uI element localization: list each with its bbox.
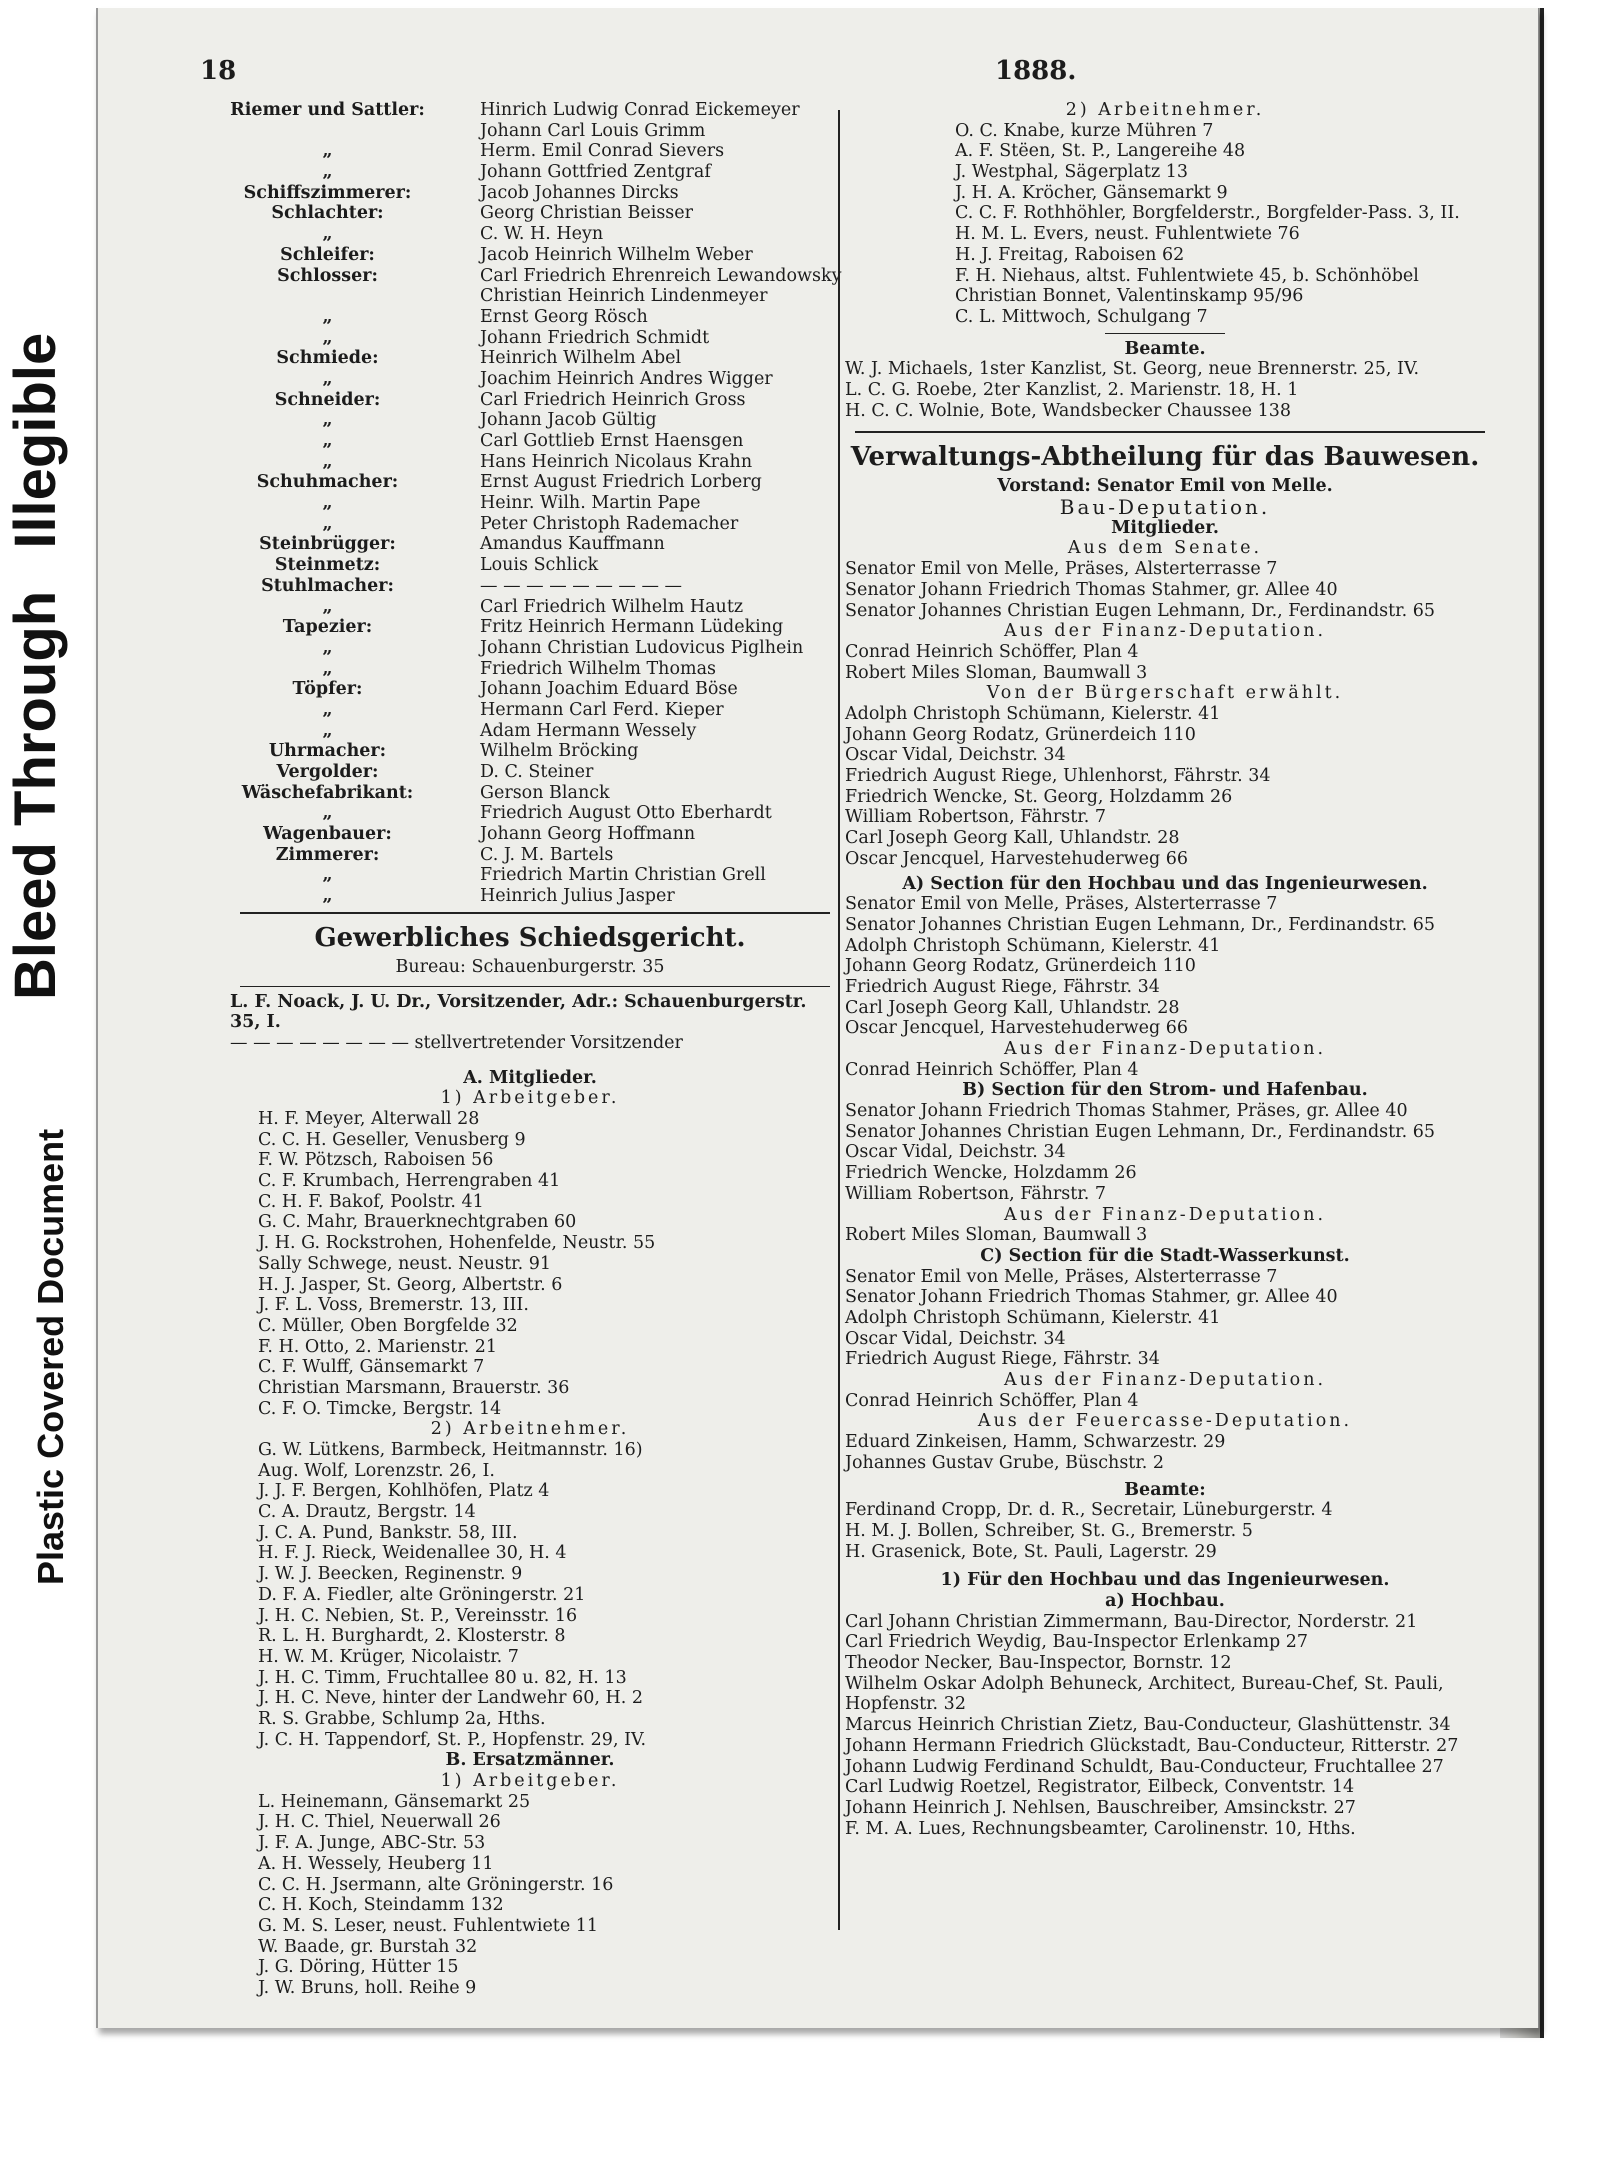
list-item: Marcus Heinrich Christian Zietz, Bau-Conducteur, Glashüttenstr. 34 [845, 1715, 1451, 1736]
trade-label: „ [322, 451, 333, 472]
column-divider [838, 110, 840, 1930]
list-item: Sally Schwege, neust. Neustr. 91 [258, 1253, 551, 1274]
trade-name: Ernst August Friedrich Lorberg [480, 472, 762, 493]
section-a-finance-heading: Aus der Finanz-Deputation. [1003, 1039, 1327, 1060]
trade-label: „ [322, 886, 333, 907]
trade-label: Wäschefabrikant: [241, 782, 414, 803]
list-item: C. H. F. Bakof, Poolstr. 41 [258, 1191, 484, 1212]
employers-list [230, 1109, 830, 1419]
trade-row [230, 369, 830, 390]
list-item: J. J. F. Bergen, Kohlhöfen, Platz 4 [258, 1481, 550, 1502]
list-item: Friedrich August Riege, Uhlenhorst, Fährstr. 34 [845, 766, 1271, 787]
section-c-finance-heading: Aus der Finanz-Deputation. [1003, 1370, 1327, 1391]
trade-label: Steinmetz: [274, 555, 381, 576]
fire-heading: Aus der Feuercasse-Deputation. [977, 1411, 1353, 1432]
list-item: C. C. H. Jsermann, alte Gröningerstr. 16 [258, 1874, 614, 1895]
list-item: Aug. Wolf, Lorenzstr. 26, I. [258, 1460, 495, 1481]
list-item: J. C. H. Tappendorf, St. P., Hopfenstr. 29, IV. [258, 1729, 647, 1750]
section-b-heading: B) Section für den Strom- und Hafenbau. [962, 1080, 1368, 1101]
trade-label: Schiffszimmerer: [243, 182, 412, 203]
trade-label: Schlachter: [271, 203, 384, 224]
section-b-finance-list [845, 1225, 1485, 1246]
trade-label: „ [322, 327, 333, 348]
list-item: R. S. Grabbe, Schlump 2a, Hths. [258, 1708, 546, 1729]
trade-row [230, 100, 830, 121]
trade-row [230, 514, 830, 535]
list-item: C. F. O. Timcke, Bergstr. 14 [258, 1398, 502, 1419]
employees-heading: 2) Arbeitnehmer. [430, 1419, 630, 1440]
trade-name: Carl Friedrich Ehrenreich Lewandowsky [480, 265, 842, 286]
trade-label: Vergolder: [276, 762, 379, 782]
list-item: C. H. Koch, Steindamm 132 [258, 1895, 504, 1916]
list-item: Senator Emil von Melle, Präses, Alsterterrasse 7 [845, 559, 1278, 580]
list-item: A. F. Stëen, St. P., Langereihe 48 [955, 141, 1246, 162]
list-item: William Robertson, Fährstr. 7 [845, 1183, 1106, 1204]
list-item: Senator Emil von Melle, Präses, Alsterterrasse 7 [845, 894, 1278, 915]
list-item: L. C. G. Roebe, 2ter Kanzlist, 2. Marienstr. 18, H. 1 [845, 379, 1299, 400]
list-item: G. M. S. Leser, neust. Fuhlentwiete 11 [258, 1915, 599, 1936]
list-item: C. C. F. Rothhöhler, Borgfelderstr., Borgfelder-Pass. 3, II. [955, 203, 1460, 224]
trade-name: Georg Christian Beisser [480, 203, 693, 224]
list-item: Senator Johannes Christian Eugen Lehmann, Dr., Ferdinandstr. 65 [845, 914, 1436, 935]
trade-row [230, 824, 830, 845]
employees-list [230, 1440, 830, 1750]
list-item: Wilhelm Oskar Adolph Behuneck, Architect, Bureau-Chef, St. Pauli, [845, 1673, 1444, 1694]
list-item: J. H. C. Timm, Fruchtallee 80 u. 82, H. 13 [258, 1667, 627, 1688]
list-item: Friedrich August Riege, Fährstr. 34 [845, 976, 1160, 997]
trade-name: Adam Hermann Wessely [480, 720, 697, 741]
list-item: R. L. H. Burghardt, 2. Klosterstr. 8 [258, 1626, 566, 1647]
trade-row [230, 803, 830, 824]
list-item: Johann Georg Rodatz, Grünerdeich 110 [845, 724, 1196, 745]
list-item: J. H. A. Kröcher, Gänsemarkt 9 [955, 182, 1228, 203]
list-item: Christian Bonnet, Valentinskamp 95/96 [955, 286, 1304, 307]
admin-title: Verwaltungs-Abtheilung für das Bauwesen. [850, 442, 1480, 473]
trade-row [230, 286, 830, 307]
list-item: H. W. M. Krüger, Nicolaistr. 7 [258, 1646, 519, 1667]
list-item: Johann Heinrich J. Nehlsen, Bauschreiber, Amsinckstr. 27 [845, 1797, 1356, 1818]
list-item: J. W. J. Beecken, Reginenstr. 9 [258, 1564, 523, 1585]
list-item: Oscar Jencquel, Harvestehuderweg 66 [845, 848, 1188, 869]
trade-row [230, 534, 830, 555]
members-heading: A. Mitglieder. [463, 1067, 597, 1088]
hochbau-heading: 1) Für den Hochbau und das Ingenieurwesen. [940, 1570, 1390, 1591]
right-employees-list [845, 121, 1485, 328]
list-item: William Robertson, Fährstr. 7 [845, 807, 1106, 828]
trade-row [230, 700, 830, 721]
trade-label: „ [322, 637, 333, 658]
trade-label: Schlosser: [277, 265, 378, 286]
trade-name: Hans Heinrich Nicolaus Krahn [480, 451, 753, 472]
trade-name: Johann Joachim Eduard Böse [480, 679, 738, 700]
trade-name: Louis Schlick [480, 555, 599, 576]
list-item: Carl Friedrich Weydig, Bau-Inspector Erlenkamp 27 [845, 1632, 1309, 1653]
list-item: F. W. Pötzsch, Raboisen 56 [258, 1150, 494, 1171]
trade-row [230, 121, 830, 142]
section-a-heading: A) Section für den Hochbau und das Ingenieurwesen. [902, 873, 1428, 894]
trade-row [230, 638, 830, 659]
list-item: Senator Johannes Christian Eugen Lehmann, Dr., Ferdinandstr. 65 [845, 1121, 1436, 1142]
list-item: L. Heinemann, Gänsemarkt 25 [258, 1791, 531, 1812]
trade-row [230, 452, 830, 473]
list-item: J. H. C. Neve, hinter der Landwehr 60, H. 2 [258, 1688, 644, 1709]
burgher-heading: Von der Bürgerschaft erwählt. [986, 683, 1344, 704]
trade-name: Johann Georg Hoffmann [480, 824, 696, 845]
trade-name: Hermann Carl Ferd. Kieper [480, 699, 724, 720]
trade-name: Jacob Heinrich Wilhelm Weber [480, 244, 753, 265]
page-year: 1888. [995, 56, 1077, 86]
hochbau-subheading: a) Hochbau. [1105, 1591, 1225, 1612]
trade-name: Carl Friedrich Heinrich Gross [480, 389, 746, 410]
list-item: Hopfenstr. 32 [845, 1694, 966, 1715]
trade-label: „ [322, 720, 333, 741]
illegible-text: Illegible [3, 332, 68, 549]
trade-label: „ [322, 658, 333, 679]
list-item: Johann Georg Rodatz, Grünerdeich 110 [845, 956, 1196, 977]
side-label-plastic: Plastic Covered Document [30, 1128, 71, 1585]
list-item: Johann Ludwig Ferdinand Schuldt, Bau-Conducteur, Fruchtallee 27 [845, 1756, 1444, 1777]
trade-name: Johann Carl Louis Grimm [480, 120, 706, 141]
section-rule [240, 912, 830, 914]
trade-row [230, 721, 830, 742]
list-item: W. J. Michaels, 1ster Kanzlist, St. Georg, neue Brennerstr. 25, IV. [845, 359, 1420, 380]
list-item: J. F. A. Junge, ABC-Str. 53 [258, 1833, 486, 1854]
list-item: Johann Hermann Friedrich Glückstadt, Bau-Conducteur, Ritterstr. 27 [845, 1735, 1459, 1756]
section-b-list [845, 1101, 1485, 1204]
list-item: G. W. Lütkens, Barmbeck, Heitmannstr. 16) [258, 1440, 643, 1461]
list-item: Senator Johannes Christian Eugen Lehmann, Dr., Ferdinandstr. 65 [845, 600, 1436, 621]
list-item: H. Grasenick, Bote, St. Pauli, Lagerstr. 29 [845, 1541, 1217, 1562]
list-item: C. L. Mittwoch, Schulgang 7 [955, 306, 1208, 327]
trade-name: Wilhelm Bröcking [480, 741, 639, 762]
list-item: Senator Emil von Melle, Präses, Alsterterrasse 7 [845, 1266, 1278, 1287]
section-c-finance-list [845, 1391, 1485, 1412]
list-item: F. M. A. Lues, Rechnungsbeamter, Carolinenstr. 10, Hths. [845, 1818, 1356, 1839]
list-item: Senator Johann Friedrich Thomas Stahmer, Präses, gr. Allee 40 [845, 1101, 1408, 1122]
trade-name: Hinrich Ludwig Conrad Eickemeyer [480, 100, 800, 120]
list-item: Carl Joseph Georg Kall, Uhlandstr. 28 [845, 828, 1180, 849]
list-item: J. F. L. Voss, Bremerstr. 13, III. [258, 1295, 529, 1316]
trade-name: C. W. H. Heyn [480, 224, 604, 245]
hochbau-list [845, 1612, 1485, 1840]
list-item: Theodor Necker, Bau-Inspector, Bornstr. 12 [845, 1653, 1232, 1674]
side-label-bleed-through [2, 333, 69, 1000]
trade-row [230, 183, 830, 204]
list-item: Adolph Christoph Schümann, Kielerstr. 41 [845, 704, 1221, 724]
list-item: Carl Johann Christian Zimmermann, Bau-Director, Norderstr. 21 [845, 1611, 1418, 1632]
list-item: H. M. L. Evers, neust. Fuhlentwiete 76 [955, 224, 1300, 245]
list-item: Oscar Vidal, Deichstr. 34 [845, 1328, 1066, 1349]
page-header [200, 56, 1600, 96]
officials2-list [845, 1500, 1485, 1562]
list-item: Christian Marsmann, Brauerstr. 36 [258, 1377, 570, 1398]
trade-row [230, 410, 830, 431]
list-item: O. C. Knabe, kurze Mühren 7 [955, 120, 1214, 141]
trade-label: „ [322, 224, 333, 245]
section-a-finance-list [845, 1060, 1485, 1081]
trade-row [230, 845, 830, 866]
list-item: Oscar Vidal, Deichstr. 34 [845, 1142, 1066, 1163]
list-item: C. A. Drautz, Bergstr. 14 [258, 1502, 476, 1523]
trade-name: Christian Heinrich Lindenmeyer [480, 286, 768, 307]
list-item: Robert Miles Sloman, Baumwall 3 [845, 662, 1148, 683]
trade-row [230, 741, 830, 762]
list-item: H. F. Meyer, Alterwall 28 [258, 1109, 480, 1130]
trade-label: Stuhlmacher: [261, 575, 394, 596]
list-item: J. Westphal, Sägerplatz 13 [955, 162, 1189, 183]
list-item: J. H. G. Rockstrohen, Hohenfelde, Neustr. 55 [258, 1233, 656, 1254]
trade-row [230, 783, 830, 804]
trade-label: Schneider: [274, 389, 381, 410]
members-heading-right: Mitglieder. [1111, 517, 1219, 538]
list-item: A. H. Wessely, Heuberg 11 [258, 1853, 494, 1874]
trade-row [230, 472, 830, 493]
fire-list [845, 1432, 1485, 1473]
trade-name: Friedrich Wilhelm Thomas [480, 658, 717, 679]
trades-list [230, 100, 842, 907]
list-item: J. H. C. Nebien, St. P., Vereinsstr. 16 [258, 1605, 578, 1626]
trade-row [230, 431, 830, 452]
trade-name: Carl Friedrich Wilhelm Hautz [480, 596, 744, 617]
list-item: Friedrich Wencke, St. Georg, Holzdamm 26 [845, 786, 1233, 807]
deputation-heading: Bau-Deputation. [1059, 495, 1271, 520]
court-chair: L. F. Noack, J. U. Dr., Vorsitzender, Adr.: Schauenburgerstr. 35, I. [230, 991, 807, 1033]
trade-label: Schuhmacher: [256, 472, 399, 493]
trade-row [230, 597, 830, 618]
trade-name: Jacob Johannes Dircks [480, 182, 679, 203]
list-item: Oscar Vidal, Deichstr. 34 [845, 745, 1066, 766]
trade-name: Friedrich Martin Christian Grell [480, 865, 766, 886]
trade-row [230, 576, 830, 597]
list-item: H. C. C. Wolnie, Bote, Wandsbecker Chaussee 138 [845, 400, 1291, 421]
trade-row [230, 162, 830, 183]
officials2-heading: Beamte: [1124, 1479, 1206, 1500]
list-item: Conrad Heinrich Schöffer, Plan 4 [845, 641, 1139, 662]
list-item: C. F. Wulff, Gänsemarkt 7 [258, 1357, 485, 1378]
list-item: Johannes Gustav Grube, Büschstr. 2 [845, 1452, 1165, 1473]
trade-label: Tapezier: [282, 617, 373, 638]
list-item: Robert Miles Sloman, Baumwall 3 [845, 1225, 1148, 1246]
trade-label: „ [322, 141, 333, 162]
senate-list [845, 559, 1485, 621]
trade-row [230, 307, 830, 328]
list-item: Conrad Heinrich Schöffer, Plan 4 [845, 1390, 1139, 1411]
trade-name: Ernst Georg Rösch [480, 306, 648, 327]
list-item: C. Müller, Oben Borgfelde 32 [258, 1315, 518, 1336]
employers-heading: 1) Arbeitgeber. [440, 1088, 620, 1109]
trade-label: „ [322, 513, 333, 534]
trade-name: C. J. M. Bartels [480, 844, 614, 865]
court-deputy: — — — — — — — — stellvertretender Vorsitzender [230, 1032, 683, 1053]
section-a-list [845, 894, 1485, 1039]
list-item: G. C. Mahr, Brauerknechtgraben 60 [258, 1212, 577, 1233]
list-item: D. F. A. Fiedler, alte Gröningerstr. 21 [258, 1584, 586, 1605]
trade-name: Johann Gottfried Zentgraf [480, 162, 711, 183]
trade-label: Töpfer: [292, 679, 363, 700]
list-item: J. C. A. Pund, Bankstr. 58, III. [258, 1522, 518, 1543]
officials-list [845, 359, 1485, 421]
trade-label: „ [322, 699, 333, 720]
trade-name: Friedrich August Otto Eberhardt [480, 803, 772, 824]
list-item: Oscar Jencquel, Harvestehuderweg 66 [845, 1018, 1188, 1039]
trade-label: Steinbrügger: [259, 534, 396, 555]
sub-employers-heading: 1) Arbeitgeber. [440, 1771, 620, 1792]
list-item: Carl Joseph Georg Kall, Uhlandstr. 28 [845, 997, 1180, 1018]
list-item: F. H. Otto, 2. Marienstr. 21 [258, 1336, 498, 1357]
trade-row [230, 617, 830, 638]
left-column [230, 100, 842, 1999]
list-item: Adolph Christoph Schümann, Kielerstr. 41 [845, 1308, 1221, 1329]
trade-label: Schmiede: [276, 348, 379, 369]
list-item: F. H. Niehaus, altst. Fuhlentwiete 45, b. Schönhöbel [955, 265, 1419, 286]
trade-label: „ [322, 596, 333, 617]
trade-row [230, 203, 830, 224]
trade-name: — — — — — — — — — [480, 575, 683, 596]
court-bureau: Bureau: Schauenburgerstr. 35 [395, 956, 665, 977]
list-item: Senator Johann Friedrich Thomas Stahmer, gr. Allee 40 [845, 579, 1338, 600]
trade-name: Fritz Heinrich Hermann Lüdeking [480, 617, 784, 638]
list-item: J. H. C. Thiel, Neuerwall 26 [258, 1812, 501, 1833]
trade-label: „ [322, 410, 333, 431]
trade-row [230, 348, 830, 369]
sub-employers-list [230, 1792, 830, 1999]
bleed-through-text: Bleed Through [3, 590, 68, 1000]
trade-row [230, 555, 830, 576]
list-item: H. J. Jasper, St. Georg, Albertstr. 6 [258, 1274, 563, 1295]
trade-label: Zimmerer: [275, 844, 380, 865]
trade-label: „ [322, 803, 333, 824]
section-b-finance-heading: Aus der Finanz-Deputation. [1003, 1204, 1327, 1225]
trade-name: Johann Friedrich Schmidt [480, 327, 710, 348]
trade-label: „ [322, 493, 333, 514]
right-employees-heading: 2) Arbeitnehmer. [1065, 100, 1265, 120]
trade-label: „ [322, 865, 333, 886]
list-item: Friedrich Wencke, Holzdamm 26 [845, 1163, 1137, 1184]
trade-name: Peter Christoph Rademacher [480, 513, 739, 534]
short-rule [1105, 333, 1225, 334]
trade-name: D. C. Steiner [480, 762, 594, 782]
senate-heading: Aus dem Senate. [1067, 538, 1263, 559]
finance-heading: Aus der Finanz-Deputation. [1003, 621, 1327, 642]
trade-name: Herm. Emil Conrad Sievers [480, 141, 725, 162]
section-rule [855, 431, 1485, 433]
substitutes-heading: B. Ersatzmänner. [445, 1750, 615, 1771]
trade-row [230, 245, 830, 266]
right-column [845, 100, 1485, 1839]
list-item: Senator Johann Friedrich Thomas Stahmer, gr. Allee 40 [845, 1287, 1338, 1308]
list-item: H. M. J. Bollen, Schreiber, St. G., Bremerstr. 5 [845, 1520, 1253, 1541]
list-item: J. W. Bruns, holl. Reihe 9 [258, 1977, 477, 1998]
trade-name: Heinr. Wilh. Martin Pape [480, 493, 701, 514]
trade-row [230, 224, 830, 245]
list-item: Ferdinand Cropp, Dr. d. R., Secretair, Lüneburgerstr. 4 [845, 1500, 1333, 1521]
section-c-list [845, 1267, 1485, 1370]
burgher-list [845, 704, 1485, 870]
trade-label: Uhrmacher: [268, 741, 387, 762]
trade-label: „ [322, 431, 333, 451]
trade-row [230, 265, 842, 287]
list-item: C. F. Krumbach, Herrengraben 41 [258, 1171, 561, 1192]
trade-name: Johann Christian Ludovicus Piglhein [480, 637, 804, 658]
court-title: Gewerbliches Schiedsgericht. [314, 922, 746, 953]
trade-row [230, 679, 830, 700]
trade-row [230, 762, 830, 783]
finance-list [845, 642, 1485, 683]
trade-label: Schleifer: [280, 244, 375, 265]
trade-name: Joachim Heinrich Andres Wigger [480, 368, 773, 389]
trade-name: Heinrich Wilhelm Abel [480, 348, 682, 369]
list-item: W. Baade, gr. Burstah 32 [258, 1936, 478, 1957]
trade-row [230, 865, 830, 886]
list-item: Conrad Heinrich Schöffer, Plan 4 [845, 1059, 1139, 1080]
trade-row [230, 659, 830, 680]
list-item: Adolph Christoph Schümann, Kielerstr. 41 [845, 935, 1221, 956]
officials-heading: Beamte. [1124, 338, 1206, 359]
trade-name: Carl Gottlieb Ernst Haensgen [480, 431, 744, 451]
trade-row [230, 390, 830, 411]
section-c-heading: C) Section für die Stadt-Wasserkunst. [980, 1245, 1350, 1266]
section-rule [240, 986, 830, 987]
trade-label: Wagenbauer: [263, 824, 392, 845]
admin-chair: Vorstand: Senator Emil von Melle. [997, 476, 1333, 497]
trade-name: Heinrich Julius Jasper [480, 886, 675, 907]
list-item: C. C. H. Geseller, Venusberg 9 [258, 1129, 526, 1150]
trade-row [230, 493, 830, 514]
trade-row [230, 328, 830, 349]
list-item: Friedrich August Riege, Fährstr. 34 [845, 1349, 1160, 1370]
list-item: H. F. J. Rieck, Weidenallee 30, H. 4 [258, 1543, 567, 1564]
list-item: J. G. Döring, Hütter 15 [258, 1957, 459, 1978]
trade-row [230, 141, 830, 162]
list-item: H. J. Freitag, Raboisen 62 [955, 244, 1185, 265]
trade-label: „ [322, 162, 333, 183]
trade-row [230, 886, 830, 907]
trade-label: „ [322, 368, 333, 389]
page-number: 18 [200, 56, 237, 86]
trade-name: Amandus Kauffmann [480, 534, 665, 555]
trade-name: Gerson Blanck [480, 782, 610, 803]
trade-name: Johann Jacob Gültig [480, 410, 657, 431]
trade-label: „ [322, 306, 333, 327]
list-item: Eduard Zinkeisen, Hamm, Schwarzestr. 29 [845, 1432, 1226, 1453]
list-item: Carl Ludwig Roetzel, Registrator, Eilbeck, Conventstr. 14 [845, 1777, 1355, 1798]
trade-label: Riemer und Sattler: [230, 100, 425, 120]
